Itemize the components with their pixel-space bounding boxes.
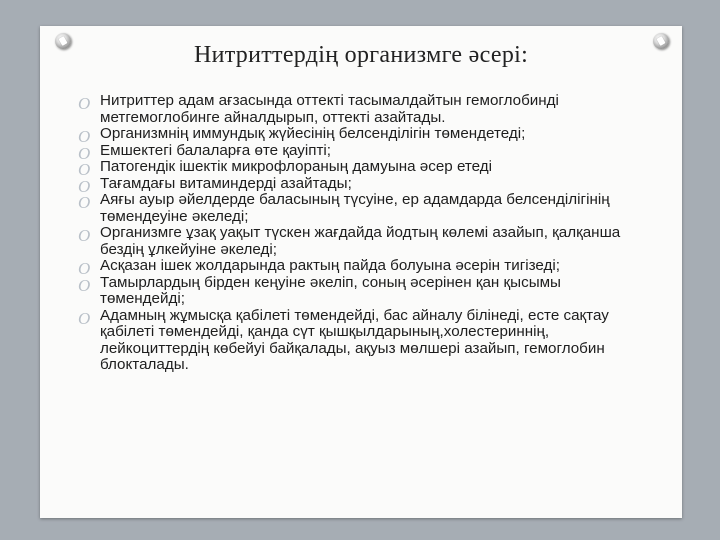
bullet-item xyxy=(78,308,638,374)
bullet-icon: O xyxy=(78,127,91,146)
bullet-item xyxy=(78,225,638,258)
bullet-icon: O xyxy=(78,226,91,245)
bullet-item xyxy=(78,275,638,308)
bullet-item xyxy=(78,141,638,163)
slide-title: Нитриттердің организмге әсері: xyxy=(193,42,529,68)
bullet-text: Тамырлардың бірден кеңуіне әкеліп, соның әсерінен қан қысымы төмендейді; xyxy=(100,273,561,307)
bullet-text: Адамның жұмысқа қабілеті төмендейді, бас айналу білінеді, есте сақтау қабілеті төмендейді, қанда сүт қышқылдарының,холестериннің, лейкоциттердің көбейуі байқалады, ақуыз мөлшері азайып, гемоглобин блокталады. xyxy=(100,306,609,373)
bullet-icon: O xyxy=(78,94,91,113)
bullet-icon: O xyxy=(78,193,91,212)
bullet-text: Аяғы ауыр әйелдерде баласының түсуіне, ер адамдарда белсенділігінің төмендеуіне әкеледі; xyxy=(100,191,610,225)
bullet-text: Асқазан ішек жолдарында рактың пайда болуына әсерін тигізеді; xyxy=(100,257,560,274)
bullet-icon: O xyxy=(78,176,91,196)
bullet-icon: O xyxy=(78,308,91,328)
bullet-icon: O xyxy=(78,143,91,163)
bullet-item xyxy=(78,93,638,126)
bullet-icon: O xyxy=(78,160,91,179)
bullet-item xyxy=(78,158,638,179)
bullet-text: Патогендік ішектік микрофлораның дамуына әсер етеді xyxy=(100,158,493,175)
bullet-icon: O xyxy=(78,259,91,278)
bullet-icon: O xyxy=(78,275,91,295)
bullet-item xyxy=(78,174,638,196)
bullet-text: Организмнің иммундық жүйесінің белсенділігін төмендетеді; xyxy=(100,125,526,142)
bullet-text: Тағамдағы витаминдерді азайтады; xyxy=(100,174,352,192)
bullet-list xyxy=(78,93,638,374)
bullet-text: Емшектегі балаларға өте қауіпті; xyxy=(100,141,332,159)
bullet-item xyxy=(78,125,638,146)
bullet-text: Организмге ұзақ уақыт түскен жағдайда йодтың көлемі азайып, қалқанша бездің ұлкейуіне әкеледі; xyxy=(100,224,621,258)
bullet-text: Нитриттер адам ағзасында оттекті тасымалдайтын гемоглобинді метгемоглобинге айналдырып, оттекті азайтады. xyxy=(100,92,559,126)
bullet-item xyxy=(78,257,638,278)
bullet-item xyxy=(78,192,638,225)
